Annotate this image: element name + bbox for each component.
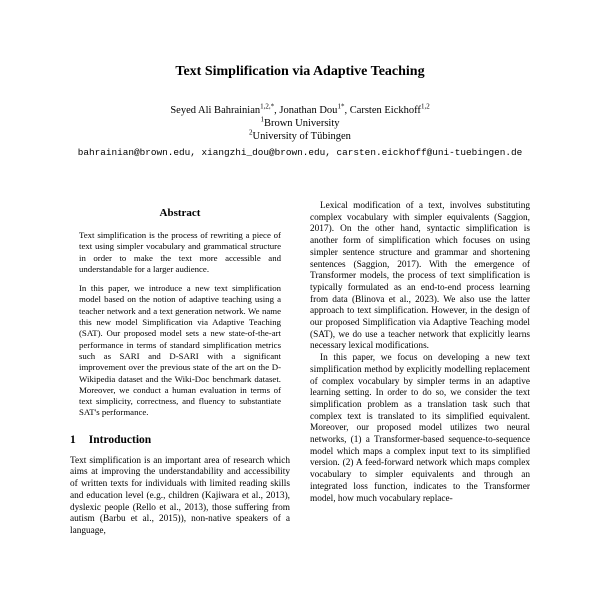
author-emails: bahrainian@brown.edu, xiangzhi_dou@brown.edu, carsten.eickhoff@uni-tuebingen.de	[77, 147, 523, 158]
author-separator: ,	[344, 105, 350, 116]
section-title: Introduction	[88, 433, 152, 446]
affiliation-marker: 2	[249, 128, 253, 137]
affiliation-name: University of Tübingen	[252, 131, 351, 142]
author-line	[70, 104, 530, 117]
affiliation-marker: 1	[260, 115, 264, 124]
abstract-body	[70, 230, 290, 419]
abstract-paragraph: Text simplification is the process of rewriting a piece of text using simpler vocabulary and grammatical structure in order to make the text more accessible and understandable for a larger audience.	[79, 230, 281, 274]
right-column	[310, 201, 530, 538]
abstract-paragraph: In this paper, we introduce a new text simplification model based on the notion of adaptive teaching using a teacher network and a text generation network. We name this new model Simplification via Adaptive Teaching (SAT). Our proposed model sets a new state-of-the-art performance in terms of standard simplification metrics such as SARI and D-SARI with a significant improvement over the previous state of the art on the D-Wikipedia dataset and the Wiki-Doc benchmark dataset. Moreover, we conduct a human evaluation in terms of text simplicity, correctness, and fluency to substantiate SAT's performance.	[79, 283, 281, 418]
section-heading-introduction	[70, 434, 290, 446]
two-column-body	[70, 201, 530, 538]
author-name: Jonathan Dou	[279, 105, 338, 116]
author-separator: ,	[274, 105, 280, 116]
affiliation-line	[70, 130, 530, 143]
abstract-heading: Abstract	[159, 207, 201, 219]
section-number: 1	[70, 433, 76, 446]
affiliation-line	[70, 117, 530, 130]
author-affiliation-marker: 1,2,*	[260, 102, 275, 111]
paper-title: Text Simplification via Adaptive Teaching	[175, 64, 425, 79]
author-name: Carsten Eickhoff	[349, 105, 421, 116]
body-paragraph: Text simplification is an important area of research which aims at improving the understandability and accessibility of written texts for individuals with limited reading skills and education level (e.g., children (Kajiwara et al., 2013), dyslexic people (Rello et al., 2013), those suffering from autism (Barbu et al., 2015)), non-native speakers of a language,	[70, 455, 290, 536]
affiliation-name: Brown University	[263, 118, 340, 129]
author-name: Seyed Ali Bahrainian	[170, 105, 261, 116]
author-affiliation-marker: 1,2	[420, 102, 430, 111]
body-paragraph: Lexical modification of a text, involves substituting complex vocabulary with simpler equivalents (Saggion, 2017). On the other hand, syntactic simplification is another form of simplification which focuses on using simpler sentence structure and grammar and shortening sentences (Saggion, 2017). With the emergence of Transformer models, the process of text simplification is typically formulated as an end-to-end process learning from data (Blinova et al., 2023). We also use the latter approach to text simplification. However, in the design of our proposed Simplification via Adaptive Teaching model (SAT), we do use a teacher network that explicitly learns necessary lexical modifications.	[310, 201, 530, 352]
body-paragraph: In this paper, we focus on developing a new text simplification method by explicitly modelling replacement of complex vocabulary by simpler terms in an adaptive learning setting. In order to do so, we consider the text simplification problem as a translation task such that complex text is translated to its simplified equivalent. Moreover, our proposed model utilizes two neural networks, (1) a Transformer-based sequence-to-sequence model which maps a complex input text to its simplified version. (2) A feed-forward network which maps complex vocabulary to simpler equivalents and through an integrated loss function, indicates to the Transformer model, how much vocabulary replace-	[310, 353, 530, 504]
left-column	[70, 201, 290, 538]
author-affiliation-marker: 1*	[337, 102, 345, 111]
